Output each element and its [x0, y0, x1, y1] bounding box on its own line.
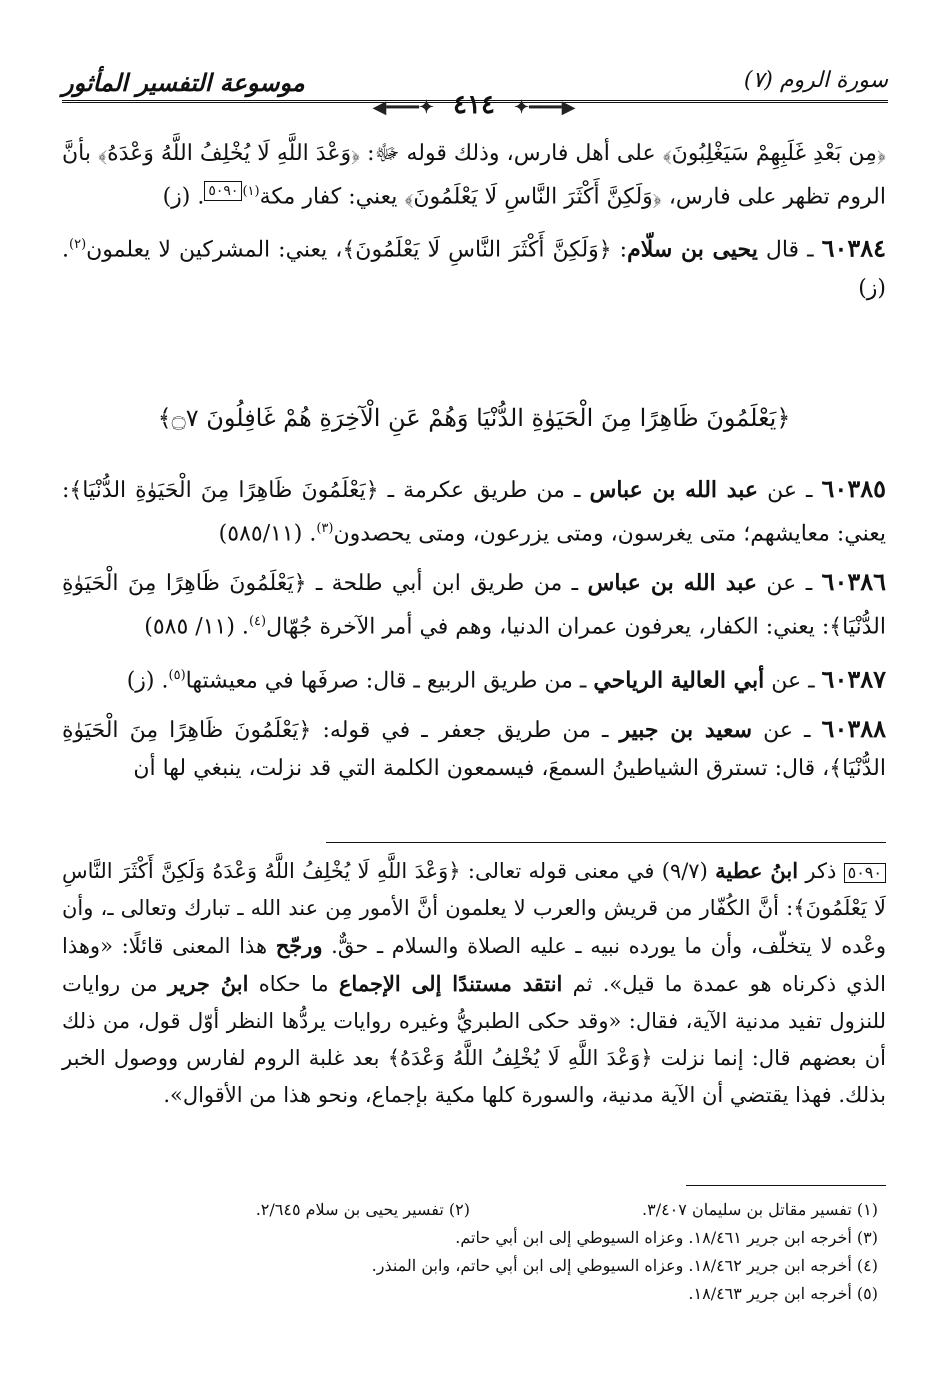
- narration-60385: [62, 470, 886, 553]
- narration-number: ٦٠٣٨٦: [821, 567, 886, 597]
- footnote-separator: [686, 1185, 886, 1186]
- para-pre: ـ عن: [752, 717, 822, 743]
- para-text: ـ من طريق ابن أبي طلحة ـ ﴿يَعْلَمُونَ ظَاهِرًا مِنَ الْحَيَوٰةِ الدُّنْيَا﴾: يعني: الكفار، يعرفون عمران الدنيا، وهم في أمر الآخرة جُهّال: [62, 571, 886, 640]
- narration-60387: [62, 657, 886, 700]
- note-text: ذكر: [798, 859, 844, 883]
- note-ref-box: ٥٠٩٠: [844, 863, 886, 883]
- footnote-row: [62, 1196, 878, 1224]
- para-text: ﴿مِن بَعْدِ غَلَبِهِمْ سَيَغْلِبُونَ﴾ على أهل فارس، وذلك قوله ﷻ: ﴿وَعْدَ اللَّهِ لَا يُخْلِفُ اللَّهُ وَعْدَهُ﴾ بأنَّ الروم تظهر على فارس، ﴿وَلَكِنَّ أَكْثَرَ النَّاسِ لَا يَعْلَمُونَ﴾ يعني: كفار مكة: [62, 141, 886, 210]
- footnote-marker: (١): [242, 184, 260, 199]
- note-emphasis: ورجّح: [275, 933, 323, 958]
- note-emphasis: انتقد مستندًا إلى الإجماع: [338, 971, 563, 996]
- para-text: ـ من طريق الربيع ـ قال: صرفَها في معيشتها: [185, 667, 594, 693]
- ornament-right-icon: ✦━━━▶: [514, 97, 576, 118]
- narrator-name: عبد الله بن عباس: [587, 570, 758, 597]
- narrator-name: يحيى بن سلّام: [627, 236, 758, 263]
- ornament-left-icon: ◀━━━✦: [372, 97, 434, 118]
- page-number: ٤١٤: [453, 90, 495, 120]
- para-pre: ـ عن: [757, 571, 822, 597]
- para-text: ـ من طريق عكرمة ـ ﴿يَعْلَمُونَ ظَاهِرًا مِنَ الْحَيَوٰةِ الدُّنْيَا﴾: يعني: معايشهم؛ متى يغرسون، ومتى يزرعون، ومتى يحصدون: [62, 478, 886, 547]
- footnote-marker: (٥): [168, 667, 186, 683]
- para-tail: . (ز): [162, 184, 205, 210]
- footnote-marker: (٣): [316, 521, 334, 536]
- footnotes: [62, 1196, 878, 1308]
- footnote-1: (١) تفسير مقاتل بن سليمان ٣/٤٠٧.: [642, 1200, 878, 1219]
- note-text: من روايات للنزول تفيد مدنية الآية، فقال: «وقد حكى الطبريُّ وغيره روايات يردُّها النظر أوّل قول، من ذلك أن بعضهم قال: إنما نزلت ﴿وَعْدَ اللَّهِ لَا يُخْلِفُ اللَّهُ وَعْدَهُ﴾ بعد غلبة الروم لفارس ووصول الخبر بذلك. فهذا يقتضي أن الآية مدنية، والسورة كلها مكية بإجماع، ونحو هذا من الأقوال».: [62, 972, 886, 1107]
- footnote-marker: (٢): [69, 237, 87, 253]
- page-number-row: [363, 90, 586, 120]
- para-pre: ـ قال: [757, 237, 822, 263]
- narration-60384: [62, 226, 886, 307]
- narration-60386: [62, 563, 886, 646]
- para-pre: ـ عن: [758, 478, 822, 503]
- note-text: (٩/٧) في معنى قوله تعالى: ﴿وَعْدَ اللَّهِ لَا يُخْلِفُ اللَّهُ وَعْدَهُ وَلَكِنَّ أَكْثَرَ النَّاسِ لَا يَعْلَمُونَ﴾: أنَّ الكُفّار من قريش والعرب لا يعلمون أنَّ الأمور مِن عند الله ـ تبارك وتعالى ـ، وأن وعْده لا يتخلّف، وأن ما يورده نبيه ـ عليه الصلاة والسلام ـ حقٌّ.: [62, 859, 886, 958]
- narration-number: ٦٠٣٨٤: [821, 233, 887, 263]
- commentary-note: [62, 852, 886, 1114]
- footnote-3: (٣) أخرجه ابن جرير ١٨/٤٦١. وعزاه السيوطي إلى ابن أبي حاتم.: [455, 1228, 878, 1247]
- quran-verse: ﴿يَعْلَمُونَ ظَاهِرًا مِنَ الْحَيَوٰةِ الدُّنْيَا وَهُمْ عَنِ الْآخِرَةِ هُمْ غَافِلُونَ ۝٧﴾: [157, 404, 791, 432]
- scholar-name: ابنُ عطية: [715, 858, 799, 883]
- para-tail: . (ز): [126, 667, 169, 693]
- footnote-2: (٢) تفسير يحيى بن سلام ٢/٦٤٥.: [255, 1200, 470, 1219]
- paragraph-continuation: [62, 135, 886, 216]
- footnote-5: (٥) أخرجه ابن جرير ١٨/٤٦٣.: [688, 1284, 878, 1303]
- book-title: موسوعة التفسير المأثور: [62, 68, 305, 97]
- para-text: : ﴿وَلَكِنَّ أَكْثَرَ النَّاسِ لَا يَعْلَمُونَ﴾، يعني: المشركين لا يعلمون: [86, 237, 628, 263]
- narration-60388: [62, 710, 886, 788]
- narration-number: ٦٠٣٨٧: [821, 663, 886, 693]
- para-tail: . (٥٨٥/١١): [218, 521, 317, 547]
- main-text-bottom: [62, 470, 886, 798]
- narration-number: ٦٠٣٨٥: [821, 474, 886, 503]
- para-pre: ـ عن: [764, 667, 822, 693]
- footnote-4: (٤) أخرجه ابن جرير ١٨/٤٦٢. وعزاه السيوطي إلى ابن أبي حاتم، وابن المنذر.: [371, 1256, 878, 1275]
- para-tail: . (ز): [62, 237, 886, 301]
- para-tail: . (١١/ ٥٨٥): [144, 614, 249, 640]
- narrator-name: سعيد بن جبير: [619, 716, 753, 743]
- surah-title: سورة الروم (٧): [743, 68, 888, 93]
- note-text: هذا المعنى قائلًا: «وهذا الذي ذكرناه هو عمدة ما قيل». ثم: [62, 934, 887, 996]
- scholar-name: ابنُ جرير: [167, 971, 249, 996]
- narrator-name: عبد الله بن عباس: [589, 477, 759, 503]
- note-separator: [326, 842, 886, 843]
- para-text: ـ من طريق جعفر ـ في قوله: ﴿يَعْلَمُونَ ظَاهِرًا مِنَ الْحَيَوٰةِ الدُّنْيَا﴾، قال: تسترق الشياطينُ السمعَ، فيسمعون الكلمة التي قد نزلت، ينبغي لها أن: [62, 717, 886, 781]
- narration-number: ٦٠٣٨٨: [821, 713, 886, 743]
- main-text-top: [62, 135, 886, 318]
- note-text: ما حكاه: [248, 972, 339, 996]
- footnote-marker: (٤): [248, 614, 267, 630]
- narrator-name: أبي العالية الرياحي: [593, 666, 765, 693]
- note-ref-box: ٥٠٩٠: [204, 181, 242, 201]
